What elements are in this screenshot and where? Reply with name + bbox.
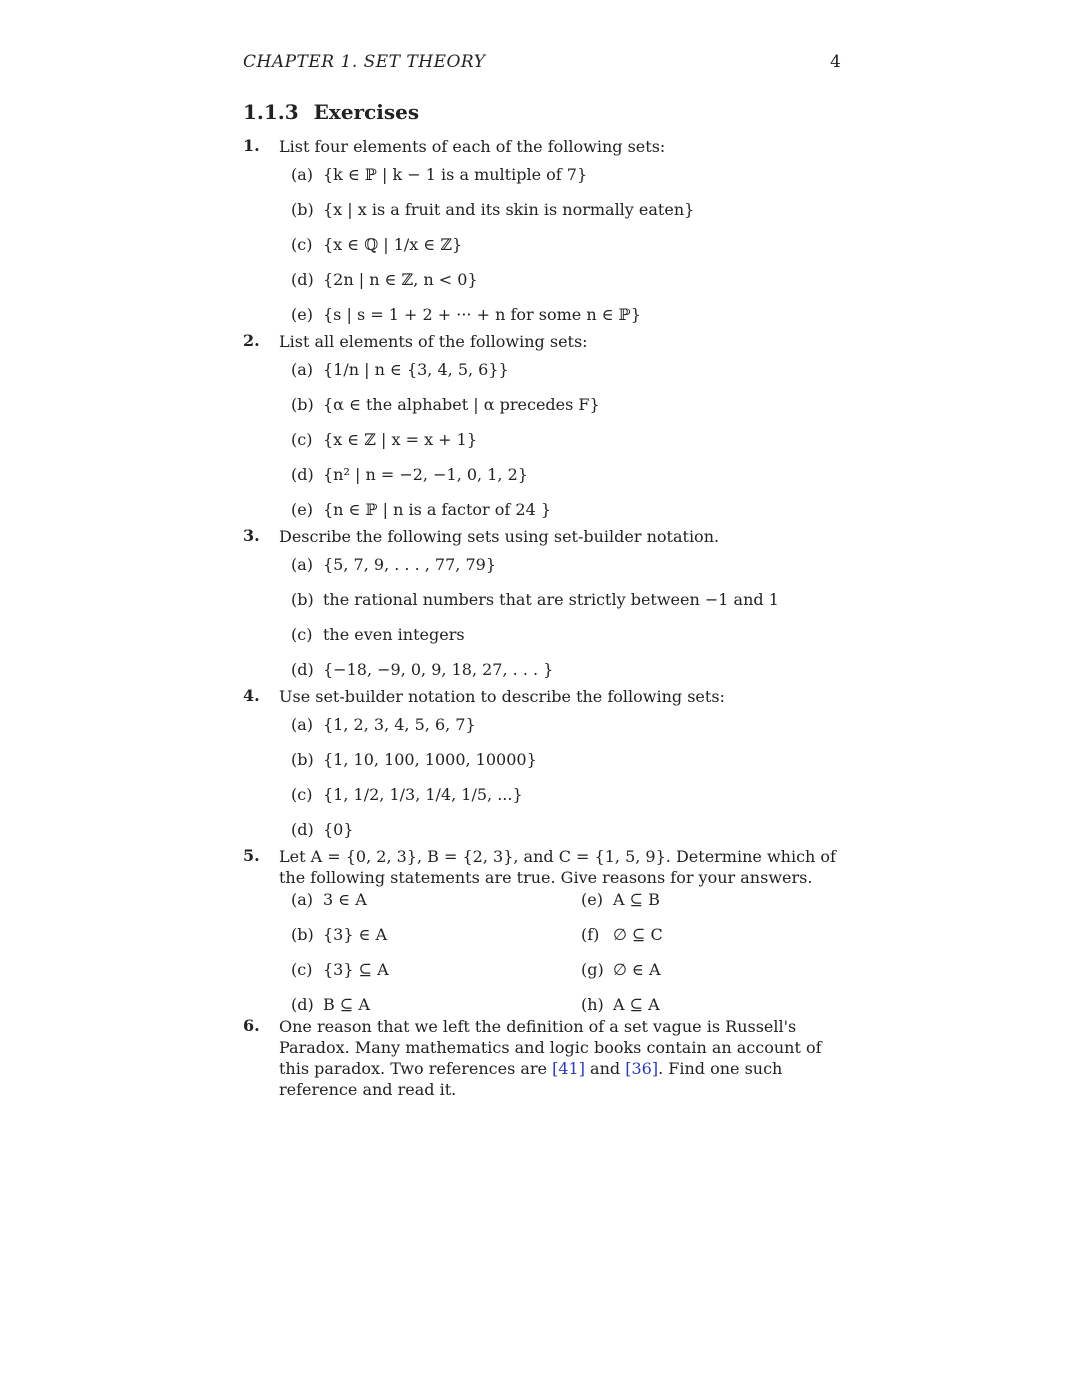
- part-label: (e): [291, 500, 313, 519]
- part: [291, 554, 841, 589]
- page: [243, 52, 841, 1100]
- exercise-number: 1.: [243, 136, 260, 155]
- part-text: {3} ∈ A: [323, 925, 388, 944]
- chapter-title: CHAPTER 1. SET THEORY: [243, 52, 486, 72]
- part-text: A ⊆ B: [613, 890, 660, 909]
- part-text: {n ∈ ℙ | n is a factor of 24 }: [323, 500, 552, 519]
- exercise-parts: [291, 714, 841, 841]
- exercise-number: 5.: [243, 846, 260, 865]
- part: [291, 784, 841, 819]
- part: [581, 889, 841, 924]
- exercise-6: [243, 1016, 841, 1100]
- part-text: {3} ⊆ A: [323, 960, 389, 979]
- exercise-prompt: List all elements of the following sets:: [279, 332, 588, 351]
- part-label: (e): [291, 305, 313, 324]
- part-text: ∅ ∈ A: [613, 960, 661, 979]
- exercise-prompt: List four elements of each of the following sets:: [279, 137, 666, 156]
- citation-link-36[interactable]: [36]: [625, 1059, 659, 1078]
- exercise-3: [243, 526, 841, 681]
- part: [291, 359, 841, 394]
- exercise-prompt: [279, 1016, 841, 1100]
- part: [291, 164, 841, 199]
- part-text: ∅ ⊆ C: [613, 925, 663, 944]
- exercise-prompt: Describe the following sets using set-builder notation.: [279, 527, 720, 546]
- part-text: {x ∈ ℚ | 1/x ∈ ℤ}: [323, 235, 463, 254]
- part: [291, 659, 841, 681]
- part: [581, 994, 841, 1016]
- part: [291, 819, 841, 841]
- exercise-number: 3.: [243, 526, 260, 545]
- exercise-number: 6.: [243, 1016, 260, 1035]
- part: [291, 304, 841, 326]
- part-text: B ⊆ A: [323, 995, 370, 1014]
- part-text: {−18, −9, 0, 9, 18, 27, . . . }: [323, 660, 554, 679]
- part-text: {1/n | n ∈ {3, 4, 5, 6}}: [323, 360, 509, 379]
- part-label: (a): [291, 890, 314, 909]
- exercise-4: [243, 686, 841, 841]
- part: [291, 714, 841, 749]
- part-label: (b): [291, 750, 314, 769]
- exercise-prompt: Let A = {0, 2, 3}, B = {2, 3}, and C = {1, 5, 9}. Determine which of the following statements are true. Give reasons for your answers.: [279, 847, 836, 887]
- part-label: (g): [581, 960, 604, 979]
- part-label: (a): [291, 715, 314, 734]
- exercise-2: [243, 331, 841, 521]
- part-label: (c): [291, 960, 313, 979]
- part-text: {k ∈ ℙ | k − 1 is a multiple of 7}: [323, 165, 588, 184]
- part-text: {s | s = 1 + 2 + ··· + n for some n ∈ ℙ}: [323, 305, 641, 324]
- prompt-text: and: [584, 1059, 626, 1078]
- part-text: {1, 2, 3, 4, 5, 6, 7}: [323, 715, 476, 734]
- part: [291, 624, 841, 659]
- part-label: (b): [291, 200, 314, 219]
- part: [291, 429, 841, 464]
- section-title: Exercises: [313, 100, 420, 124]
- exercise-5: [243, 846, 841, 1016]
- part-label: (d): [291, 995, 314, 1014]
- part-label: (d): [291, 820, 314, 839]
- part-label: (d): [291, 270, 314, 289]
- part-label: (c): [291, 625, 313, 644]
- exercise-prompt: Use set-builder notation to describe the following sets:: [279, 687, 725, 706]
- part-text: {n² | n = −2, −1, 0, 1, 2}: [323, 465, 528, 484]
- section-number: 1.1.3: [243, 100, 299, 124]
- section-heading: [243, 100, 841, 128]
- part-text: the even integers: [323, 625, 465, 644]
- exercise-parts: [291, 554, 841, 681]
- part-text: {5, 7, 9, . . . , 77, 79}: [323, 555, 496, 574]
- part-label: (a): [291, 165, 314, 184]
- running-head: [243, 52, 841, 76]
- page-number: 4: [830, 52, 841, 72]
- part: [291, 959, 581, 994]
- part-text: the rational numbers that are strictly between −1 and 1: [323, 590, 779, 609]
- part-label: (f): [581, 925, 600, 944]
- part: [291, 464, 841, 499]
- part: [291, 994, 581, 1016]
- part-label: (b): [291, 925, 314, 944]
- part: [581, 924, 841, 959]
- part: [291, 889, 581, 924]
- part: [291, 924, 581, 959]
- part-label: (c): [291, 785, 313, 804]
- exercise-number: 4.: [243, 686, 260, 705]
- part-text: {x | x is a fruit and its skin is normally eaten}: [323, 200, 695, 219]
- part-text: {1, 10, 100, 1000, 10000}: [323, 750, 537, 769]
- part-label: (b): [291, 590, 314, 609]
- part-text: {1, 1/2, 1/3, 1/4, 1/5, ...}: [323, 785, 523, 804]
- part: [291, 499, 841, 521]
- part: [291, 199, 841, 234]
- exercise-parts: [291, 164, 841, 326]
- part-label: (d): [291, 465, 314, 484]
- part-label: (e): [581, 890, 603, 909]
- part-label: (a): [291, 360, 314, 379]
- part-label: (c): [291, 430, 313, 449]
- part: [291, 394, 841, 429]
- part: [291, 234, 841, 269]
- part-text: A ⊆ A: [613, 995, 660, 1014]
- part-label: (h): [581, 995, 604, 1014]
- part: [581, 959, 841, 994]
- prompt-text: One reason that we left the definition of a set vague is Russell's Paradox. Many mathematics and logic books contain an account of this paradox. Two references are: [279, 1017, 822, 1078]
- prompt-text: . Find one such reference and read it.: [279, 1059, 783, 1099]
- part-label: (a): [291, 555, 314, 574]
- part-text: {2n | n ∈ ℤ, n < 0}: [323, 270, 478, 289]
- part: [291, 589, 841, 624]
- part-text: {α ∈ the alphabet | α precedes F}: [323, 395, 600, 414]
- exercise-parts: [291, 889, 841, 1016]
- part-text: {0}: [323, 820, 354, 839]
- part-text: 3 ∈ A: [323, 890, 367, 909]
- part-label: (b): [291, 395, 314, 414]
- part-label: (c): [291, 235, 313, 254]
- part: [291, 749, 841, 784]
- exercise-1: [243, 136, 841, 326]
- exercise-number: 2.: [243, 331, 260, 350]
- citation-link-41[interactable]: [41]: [552, 1059, 585, 1078]
- part-label: (d): [291, 660, 314, 679]
- part: [291, 269, 841, 304]
- part-text: {x ∈ ℤ | x = x + 1}: [323, 430, 478, 449]
- exercise-parts: [291, 359, 841, 521]
